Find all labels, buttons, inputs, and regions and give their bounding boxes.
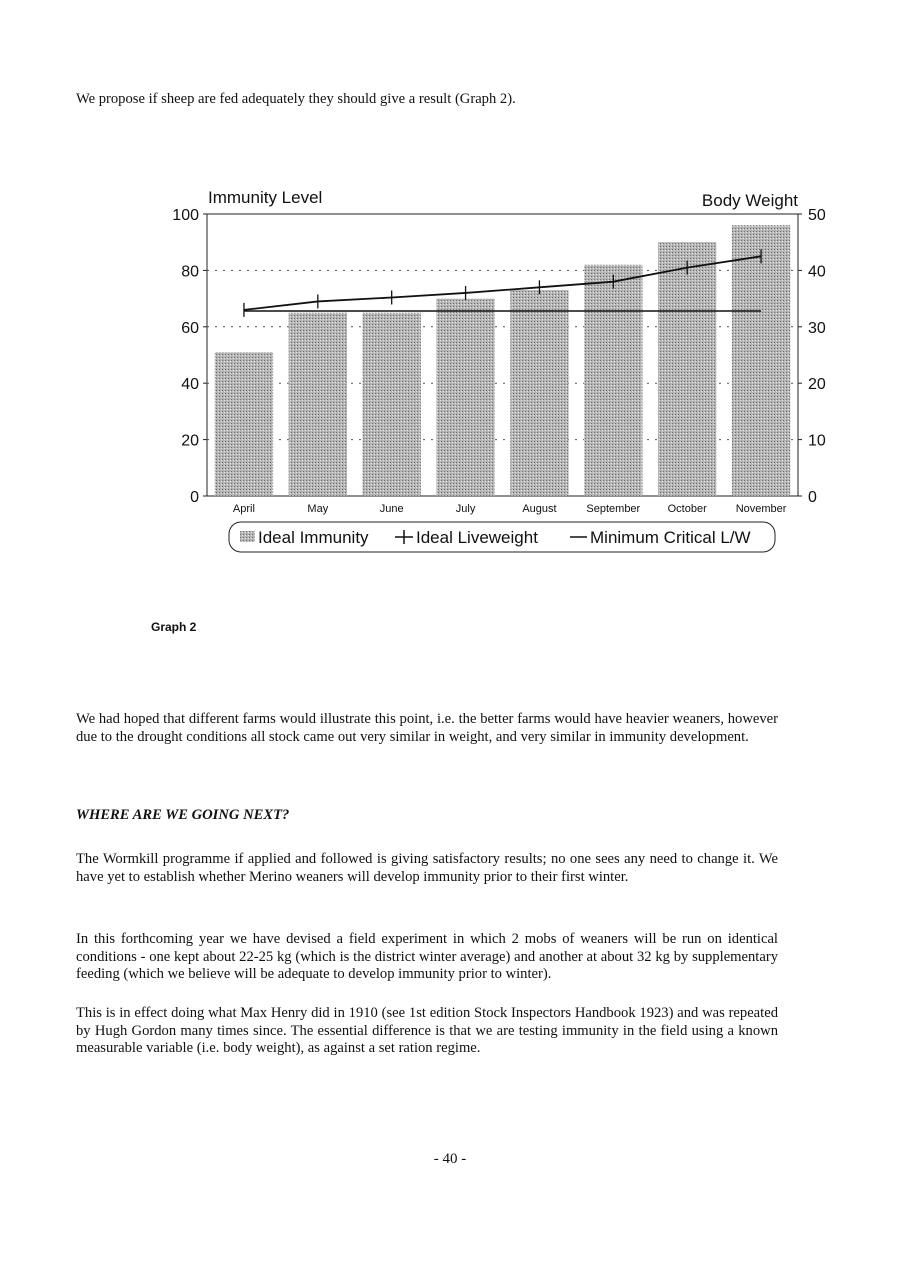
left-tick-label: 60 (181, 319, 199, 337)
right-tick-label: 0 (808, 489, 817, 506)
paragraph-results: We had hoped that different farms would illustrate this point, i.e. the better farms would have heavier weaners, however due to the drought conditions all stock came out very similar in weight, and very similar in immunity development. (76, 711, 778, 745)
section-heading: WHERE ARE WE GOING NEXT? (76, 807, 290, 823)
x-tick-label: August (522, 503, 557, 515)
bar-november (732, 225, 790, 496)
chart-legend (229, 522, 775, 552)
right-tick-label: 20 (808, 376, 826, 394)
x-tick-label: October (667, 503, 707, 515)
graph-caption: Graph 2 (151, 620, 197, 634)
left-tick-label: 20 (181, 432, 199, 450)
right-axis-ticks (798, 207, 826, 506)
bar-august (510, 290, 568, 496)
bar-june (363, 313, 421, 496)
left-tick-label: 0 (190, 489, 199, 506)
left-tick-label: 80 (181, 263, 199, 281)
left-axis-label: Immunity Level (208, 188, 323, 207)
bar-september (584, 265, 642, 496)
x-tick-label: June (379, 503, 404, 515)
x-tick-label: September (586, 503, 641, 515)
legend-label-minimum-critical-lw: Minimum Critical L/W (590, 528, 751, 547)
paragraph-max-henry: This is in effect doing what Max Henry did in 1910 (see 1st edition Stock Inspectors Handbook 1923) and was repeated by Hugh Gordon many times since. The essential difference is that we are testing immunity in the field using a known measurable variable (i.e. body weight), as against a set ration regime. (76, 1005, 778, 1056)
legend-label-ideal-immunity: Ideal Immunity (258, 528, 369, 547)
right-tick-label: 50 (808, 207, 826, 224)
page-number: - 40 - (433, 1151, 467, 1167)
paragraph-wormkill: The Wormkill programme if applied and followed is giving satisfactory results; no one sees any need to change it. We have yet to establish whether Merino weaners will develop immunity prior to their first winter. (76, 851, 778, 885)
intro-paragraph: We propose if sheep are fed adequately they should give a result (Graph 2). (76, 91, 516, 107)
right-tick-label: 10 (808, 432, 826, 450)
right-tick-label: 40 (808, 263, 826, 281)
legend-label-ideal-liveweight: Ideal Liveweight (416, 528, 538, 547)
left-tick-label: 40 (181, 376, 199, 394)
legend-swatch-bar (240, 531, 255, 542)
bar-july (436, 299, 494, 496)
graph-2-chart (150, 180, 830, 580)
right-axis-label: Body Weight (701, 191, 798, 210)
bar-april (215, 352, 273, 496)
x-tick-label: May (307, 503, 329, 515)
bar-may (289, 313, 347, 496)
paragraph-experiment: In this forthcoming year we have devised a field experiment in which 2 mobs of weaners will be run on identical conditions - one kept about 22-25 kg (which is the district winter average) and another at about 32 kg by supplementary feeding (which we believe will be adequate to develop immunity prior to winter). (76, 931, 778, 982)
right-tick-label: 30 (808, 319, 826, 337)
x-tick-label: April (232, 503, 255, 515)
left-tick-label: 100 (172, 207, 199, 224)
x-axis-ticks (233, 503, 787, 515)
x-tick-label: November (735, 503, 787, 515)
x-tick-label: July (455, 503, 476, 515)
left-axis-ticks (172, 207, 207, 506)
bar-october (658, 242, 716, 496)
